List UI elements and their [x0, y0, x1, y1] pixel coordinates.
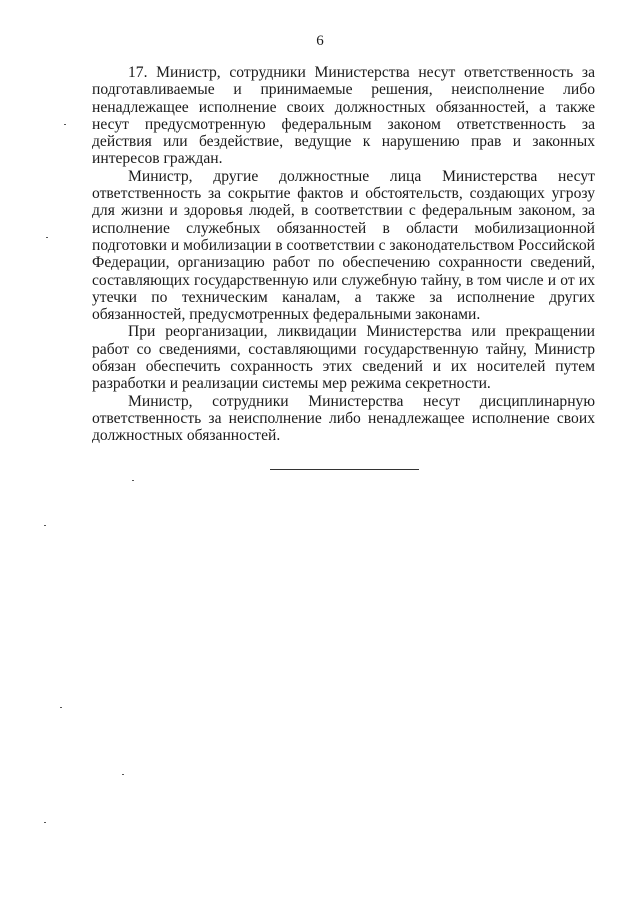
scan-speck: [60, 707, 62, 708]
end-separator-line: [270, 469, 419, 470]
paragraph-disciplinary: Министр, сотрудники Министерства несут дисциплинарную ответственность за неисполнение либо ненадлежащее исполнение своих должностных обязанностей.: [92, 392, 595, 445]
scan-speck: [46, 237, 48, 238]
scan-speck: [132, 480, 134, 481]
scan-speck: [44, 822, 46, 823]
scan-speck: [122, 774, 124, 775]
scan-speck: [64, 124, 66, 125]
page-number: 6: [316, 33, 324, 49]
scan-speck: [44, 525, 46, 526]
paragraph-17-responsibility: 17. Министр, сотрудники Министерства несут ответственность за подготавливаемые и принимаемые решения, неисполнение либо ненадлежащее исполнение своих должностных обязанностей, а также несут предусмотренную федеральным законом ответственность за действия или бездействие, ведущие к нарушению прав и законных интересов граждан.: [92, 64, 595, 168]
document-body: [92, 64, 595, 445]
paragraph-officials-responsibility: Министр, другие должностные лица Министерства несут ответственность за сокрытие фактов и обстоятельств, создающих угрозу для жизни и здоровья людей, в соответствии с федеральным законом, за исполнение служебных обязанностей в области мобилизационной подготовки и мобилизации в соответствии с законодательством Российской Федерации, организацию работ по обеспечению сохранности сведений, составляющих государственную или служебную тайну, в том числе и от их утечки по техническим каналам, а также за исполнение других обязанностей, предусмотренных федеральными законами.: [92, 167, 595, 324]
paragraph-reorganization: При реорганизации, ликвидации Министерства или прекращении работ со сведениями, составляющими государственную тайну, Министр обязан обеспечить сохранность этих сведений и их носителей путем разработки и реализации системы мер режима секретности.: [92, 323, 595, 393]
